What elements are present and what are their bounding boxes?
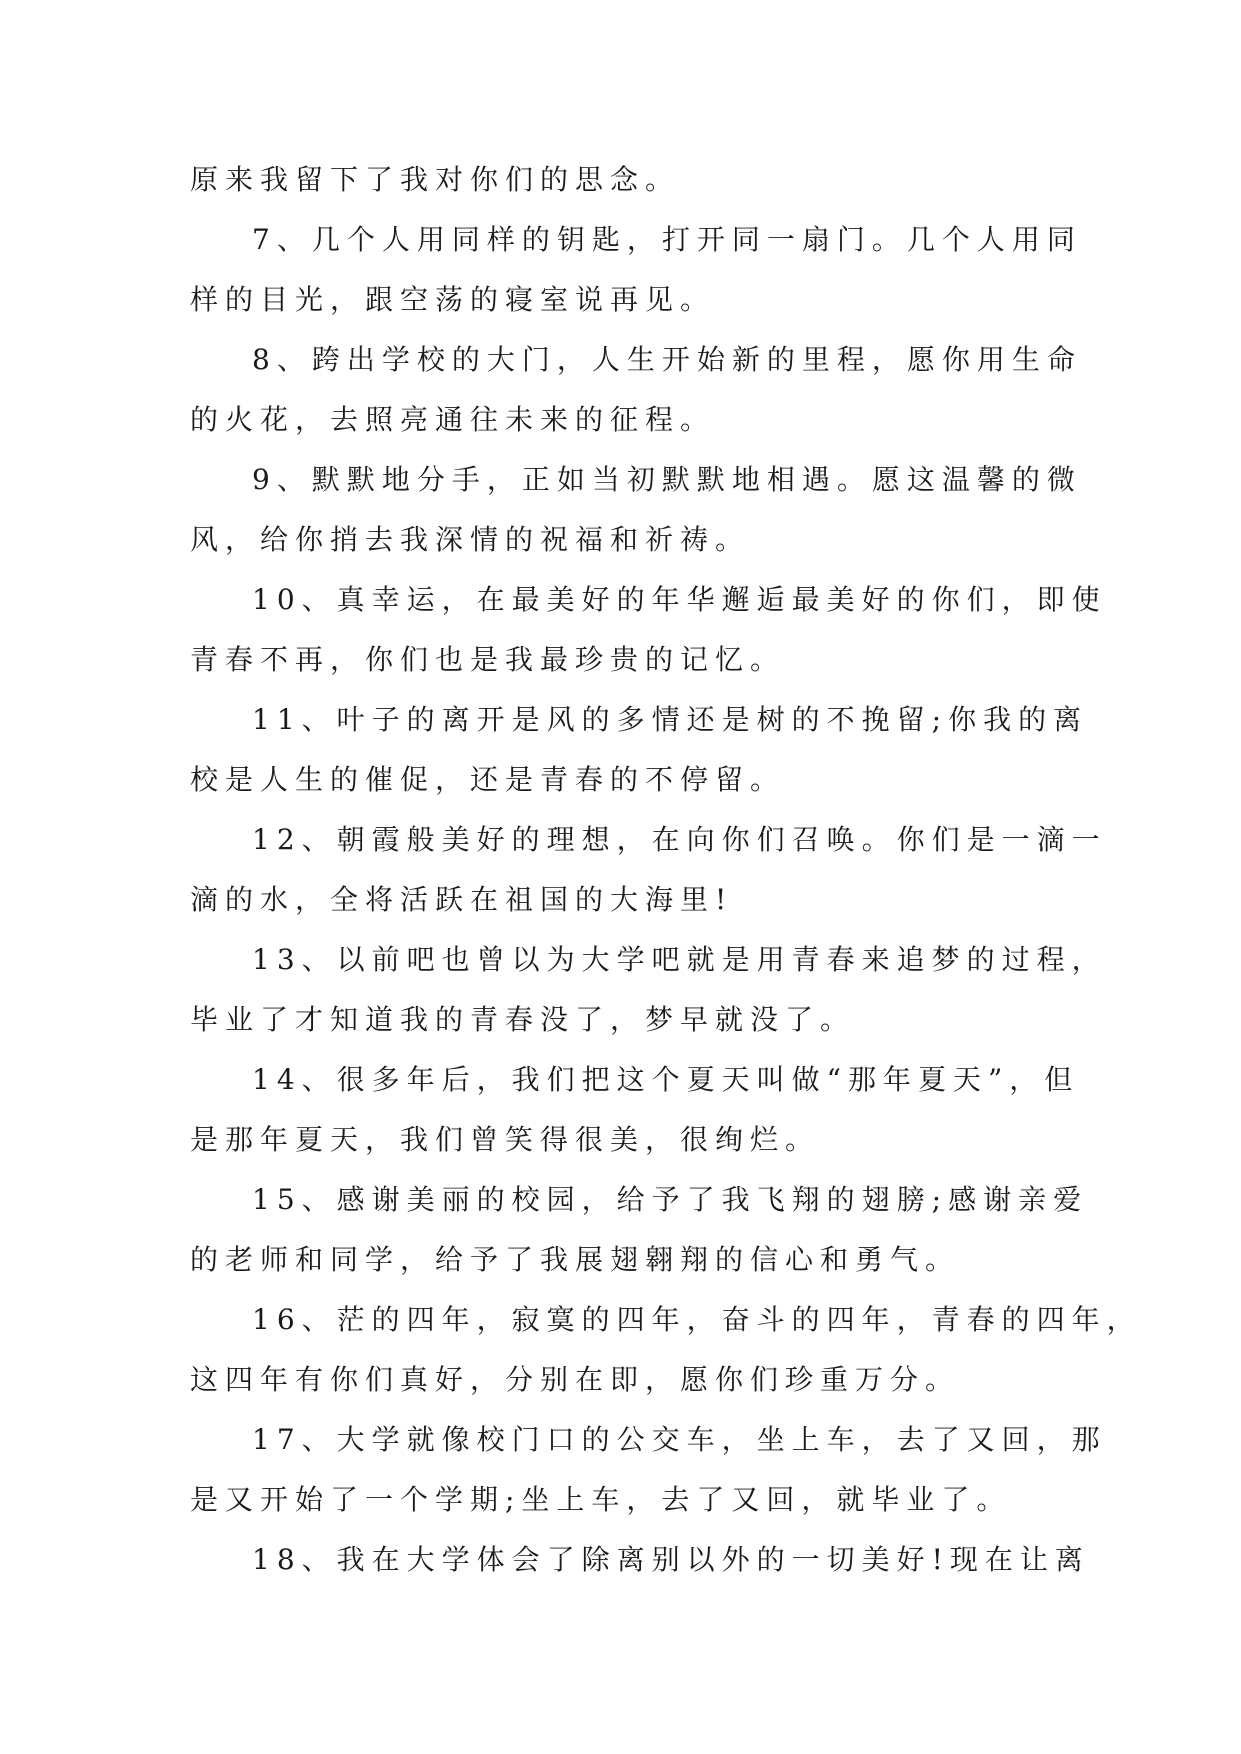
text-line: 11、叶子的离开是风的多情还是树的不挽留;你我的离 [252, 703, 1089, 736]
document-page [190, 150, 1142, 1590]
text-line: 9、默默地分手，正如当初默默地相遇。愿这温馨的微 [252, 463, 1082, 496]
text-line: 14、很多年后，我们把这个夏天叫做“那年夏天”，但 [252, 1063, 1080, 1096]
text-line: 原来我留下了我对你们的思念。 [190, 163, 681, 196]
text-line: 风，给你捎去我深情的祝福和祈祷。 [190, 523, 751, 556]
text-line: 的火花，去照亮通往未来的征程。 [190, 403, 716, 436]
text-line: 7、几个人用同样的钥匙，打开同一扇门。几个人用同 [252, 223, 1082, 256]
text-line: 校是人生的催促，还是青春的不停留。 [190, 763, 786, 796]
text-line: 12、朝霞般美好的理想，在向你们召唤。你们是一滴一 [252, 823, 1107, 856]
text-line: 毕业了才知道我的青春没了，梦早就没了。 [190, 1003, 856, 1036]
text-line: 这四年有你们真好，分别在即，愿你们珍重万分。 [190, 1363, 961, 1396]
text-line: 是那年夏天，我们曾笑得很美，很绚烂。 [190, 1123, 821, 1156]
text-line: 8、跨出学校的大门，人生开始新的里程，愿你用生命 [252, 343, 1082, 376]
text-line: 18、我在大学体会了除离别以外的一切美好!现在让离 [252, 1543, 1090, 1576]
text-line: 17、大学就像校门口的公交车，坐上车，去了又回，那 [252, 1423, 1107, 1456]
text-line: 样的目光，跟空荡的寝室说再见。 [190, 283, 716, 316]
text-line: 是又开始了一个学期;坐上车，去了又回，就毕业了。 [190, 1483, 1012, 1516]
text-line: 青春不再，你们也是我最珍贵的记忆。 [190, 643, 786, 676]
text-line: 13、以前吧也曾以为大学吧就是用青春来追梦的过程， [252, 943, 1107, 976]
text-line: 的老师和同学，给予了我展翅翱翔的信心和勇气。 [190, 1243, 961, 1276]
text-line: 16、茫的四年，寂寞的四年，奋斗的四年，青春的四年， [252, 1303, 1142, 1336]
text-line: 15、感谢美丽的校园，给予了我飞翔的翅膀;感谢亲爱 [252, 1183, 1089, 1216]
text-line: 10、真幸运，在最美好的年华邂逅最美好的你们，即使 [252, 583, 1107, 616]
text-line: 滴的水，全将活跃在祖国的大海里! [190, 883, 734, 916]
